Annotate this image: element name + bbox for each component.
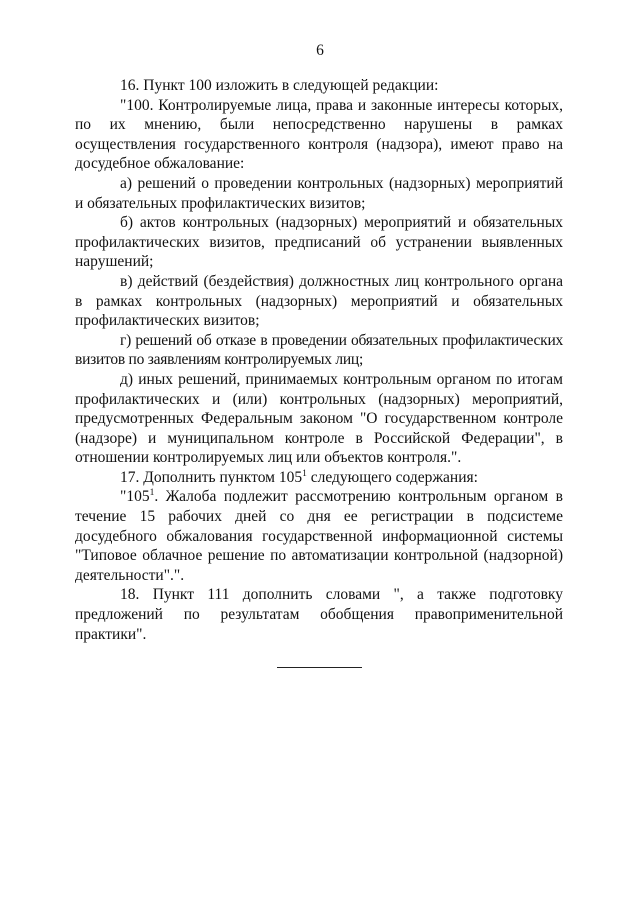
paragraph-clause-100: "100. Контролируемые лица, права и законные интересы которых, по их мнению, были непосредственно нарушены в рамках осуществления государственного контроля (надзора), имеют право на досудебное обжалование:	[75, 96, 563, 173]
page-number: 6	[316, 42, 324, 59]
item-17-text-end: следующего содержания:	[306, 468, 478, 486]
paragraph-subitem-b: б) актов контрольных (надзорных) мероприятий и обязательных профилактических визитов, предписаний об устранении выявленных нарушений;	[75, 214, 563, 271]
paragraph-subitem-v: в) действий (бездействия) должностных лиц контрольного органа в рамках контрольных (надзорных) мероприятий и обязательных профилактических визитов;	[75, 272, 563, 330]
document-body	[75, 76, 563, 644]
paragraph-subitem-d: д) иных решений, принимаемых контрольным органом по итогам профилактических и (или) контрольных (надзорных) мероприятий, предусмотренных Федеральным законом "О государственном контроле (надзоре) и муниципальном контроле в Российской Федерации", в отношении контролируемых лиц или объектов контроля.".	[75, 370, 563, 467]
item-17-text: 17. Дополнить пунктом 105	[120, 468, 303, 486]
paragraph-subitem-a: а) решений о проведении контрольных (надзорных) мероприятий и обязательных профилактических визитов;	[75, 174, 563, 212]
item-17-superscript: 1	[302, 468, 307, 479]
paragraph-clause-105-1	[75, 487, 563, 585]
paragraph-item-16: 16. Пункт 100 изложить в следующей редакции:	[120, 77, 439, 94]
end-separator-line	[277, 667, 362, 668]
paragraph-item-18: 18. Пункт 111 дополнить словами ", а также подготовку предложений по результатам обобщения правоприменительной практики".	[75, 586, 563, 643]
clause-105-superscript: 1	[149, 488, 155, 499]
paragraph-item-17	[75, 468, 563, 488]
clause-105-text: . Жалоба подлежит рассмотрению контрольным органом в течение 15 рабочих дней со дня ее регистрации в подсистеме досудебного обжалования государственной информационной системы "Типовое облачное решение по автоматизации контрольной (надзорной) деятельности".".	[75, 488, 563, 584]
paragraph-subitem-g: г) решений об отказе в проведении обязательных профилактических визитов по заявлениям контролируемых лиц;	[75, 331, 563, 369]
clause-105-number: "105	[120, 488, 150, 506]
